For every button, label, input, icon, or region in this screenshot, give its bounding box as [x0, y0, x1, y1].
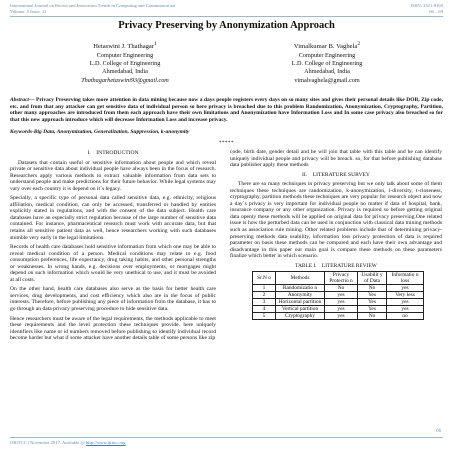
- table-cell: 1: [253, 285, 276, 292]
- keywords: [10, 129, 443, 136]
- author-superscript: 1: [154, 41, 157, 47]
- table-cell: yes: [325, 292, 358, 299]
- author-name: Vimalkumar B. Vaghela$^2$: [293, 41, 361, 51]
- keywords-text: Big Data, Anonymization, Generalization, Suppression, k-anonymity: [33, 129, 190, 135]
- author-college: L.D. College of Engineering: [291, 60, 363, 67]
- journal-pages: 66 – 69: [429, 8, 443, 14]
- literature-review-table: [252, 271, 424, 320]
- author-email[interactable]: Thathagarhetaswini93@gmail.com: [81, 76, 169, 84]
- table-cell: No: [358, 285, 387, 292]
- journal-volume: Volume: 5 Issue: 11: [10, 8, 47, 14]
- table-cell: Cryptography: [276, 313, 325, 320]
- table-header-cell: Usabilit y of Data: [358, 272, 387, 285]
- intro-paragraph: Specially, a specific type of personal data called sensitive data, e.g. ethnicity, religious affiliation, medical condition, can only be accessed, transferred or handled by entities explicitly stated in regulations, and with the consent of the data subject. Health care databases have an especially strict regulation because of the large number of sensitive data contained. For instance, pharmaceutical research must work with accurate data, but that retains all sensitive patient data as well, hence researchers working with such databases stumble very early in the legal limitations.: [10, 195, 216, 241]
- table-cell: yes: [325, 299, 358, 306]
- footer: [10, 440, 126, 445]
- header-divider: [10, 16, 443, 17]
- abstract-label: Abstract—: [10, 97, 35, 103]
- footer-text: IJRITCC | November 2017, Available @: [10, 440, 86, 445]
- table-cell: yes: [387, 285, 424, 292]
- table-cell: yes: [325, 313, 358, 320]
- table-header-cell: Sr.N o: [253, 272, 276, 285]
- table-title: TABLE I. LITERATURE REVIEW: [295, 262, 377, 269]
- table-cell: 3: [253, 299, 276, 306]
- abstract-text: Privacy Preserving takes more attention in data mining because now a days people registers every days on so many sites and gives their personal details like DOB, Zip code, etc. and from that any attacker can get sensitive data of individual person so here privacy is breached due to this problem Randomization, Anonymization, Cryptography, Partition, other many approaches are introduced from them each approach have their own limitations and Anonymization have Information Loss and In some case privacy also breached so for that this new approach introduce which will decrease Information Loss and increase privacy.: [10, 97, 443, 123]
- table-row: [253, 292, 424, 299]
- intro-paragraph: Records of health care databases hold sensitive information from which one may be able to reveal medical condition of a person. Medical conditions may relate to e.g. food consumption preferences, life expectancy, drug taking habits, and other personal strengths or weaknesses. In wrong hands, e.g. decisions over employments, or mortgages might depend on such information which would be very unethical to use, and it must be avoided at all costs.: [10, 244, 216, 283]
- page-number: 66: [436, 429, 441, 434]
- abstract: [10, 97, 443, 123]
- table-row: [253, 299, 424, 306]
- table-header-cell: Methods: [276, 272, 325, 285]
- author-dept: Computer Engineering: [298, 51, 356, 59]
- table-cell: 5: [253, 313, 276, 320]
- left-column: [10, 149, 216, 345]
- introduction-heading: I. INTRODUCTION: [87, 150, 139, 156]
- table-cell: Very less: [387, 292, 424, 299]
- table-header-cell: Informatio n loss: [387, 272, 424, 285]
- table-cell: Horizontal partition: [276, 299, 325, 306]
- table-cell: no: [387, 313, 424, 320]
- intro-paragraph: On the other hand, health care databases also serve as the basis for better health care services, drug developments, and cost efficiency which also are in the focus of public interests. Therefore, before publishing any piece of information from the database, it has to go through an data privacy preserving procedure to hide sensitive data.: [10, 286, 216, 313]
- table-cell: 2: [253, 292, 276, 299]
- literature-paragraph: There are so many techniques in privacy preserving but we only talk about some of them techniques these techniques are randomization, k-anonymization, l-diversity, t-closeness, cryptography, partition methods these techniques are very popular for research object and now a day`s privacy is very important for individual people no matter if data of hospital, bank, insurance company or any other organization. Privacy is required so before getting original data openly these methods will be applied on original data for privacy preserving.One related issue is how the perturbed data can be used in conjunction with classical data mining methods such as association rule mining. Other related problems include that of determining privacy-preserving methods data usability, information loss privacy protection of data is required parameter on basis these methods can be compared and each have their own advantage and disadvantage in this paper our main goal is compare these methods on these parameters finalize which better in which scenario.: [230, 181, 442, 260]
- table-cell: Yes: [358, 299, 387, 306]
- table-cell: Yes: [358, 292, 387, 299]
- intro-paragraph: Datasets that contain useful or sensitive information about people and which reveal private or sensitive data about individual people have always been in the focus of research. Researchers apply various methods to extract valuable information from data sets to understand people and make predictions for their future behavior. While legal systems may vary over each country it is depend on it`s legacy.: [10, 159, 216, 192]
- author-block-2: [252, 40, 402, 85]
- continued-paragraph: code, birth date, gender detail and he will join that table with this table and he can identify uniquely individual people and privacy will be breach. so, for that before publishing database data publisher apply these methods: [230, 149, 442, 169]
- table-cell: Anonymity: [276, 292, 325, 299]
- table-cell: yes: [387, 299, 424, 306]
- author-email[interactable]: vimalvaghela@gmail.com: [294, 76, 360, 84]
- table-row: [253, 306, 424, 313]
- table-cell: Randomizatio n: [276, 285, 325, 292]
- author-name: Hetaswini J. Thathagar$^1$: [93, 41, 157, 51]
- table-cell: yes: [387, 306, 424, 313]
- journal-issn: ISSN: 2321-8169: [410, 3, 443, 8]
- section-separator: *****: [219, 141, 234, 146]
- table-header-row: [253, 272, 424, 285]
- table-cell: Yes: [358, 306, 387, 313]
- keywords-label: Keywords-: [10, 129, 34, 135]
- table-cell: No: [358, 313, 387, 320]
- author-dept: Computer Engineering: [96, 51, 154, 59]
- literature-survey-heading: II. LITERATURE SURVEY: [302, 171, 370, 178]
- author-superscript: 2: [357, 41, 361, 47]
- author-college: L.D. College of Engineering: [89, 60, 161, 67]
- table-cell: yes: [325, 306, 358, 313]
- table-header-cell: Privacy Protectio n: [325, 272, 358, 285]
- author-block-1: [50, 40, 200, 85]
- author-city: Ahmedabad, India: [102, 68, 148, 76]
- footer-link[interactable]: http://www.ijritcc.org: [85, 440, 126, 445]
- table-cell: Vertical partition: [276, 306, 325, 313]
- table-row: [253, 313, 424, 320]
- author-city: Ahmedabad, India: [304, 68, 350, 76]
- table-row: [253, 285, 424, 292]
- intro-paragraph: Hence researchers must be aware of the legal requirements, the methods applicable to meet these requirements and the level protection these techniques provide. here uniquely identifiers like name or id numbers removed before publishing so identify individual record become harder but what if some attacker have another details table of some persons like zip: [10, 315, 216, 342]
- table-cell: No: [325, 285, 358, 292]
- footer-divider: [10, 437, 443, 438]
- table-cell: 4: [253, 306, 276, 313]
- journal-name: International Journal on Recent and Innovation Trends in Computing and Communication: [10, 3, 176, 8]
- right-column: [230, 149, 442, 320]
- paper-title: Privacy Preserving by Anonymization Approach: [118, 20, 335, 31]
